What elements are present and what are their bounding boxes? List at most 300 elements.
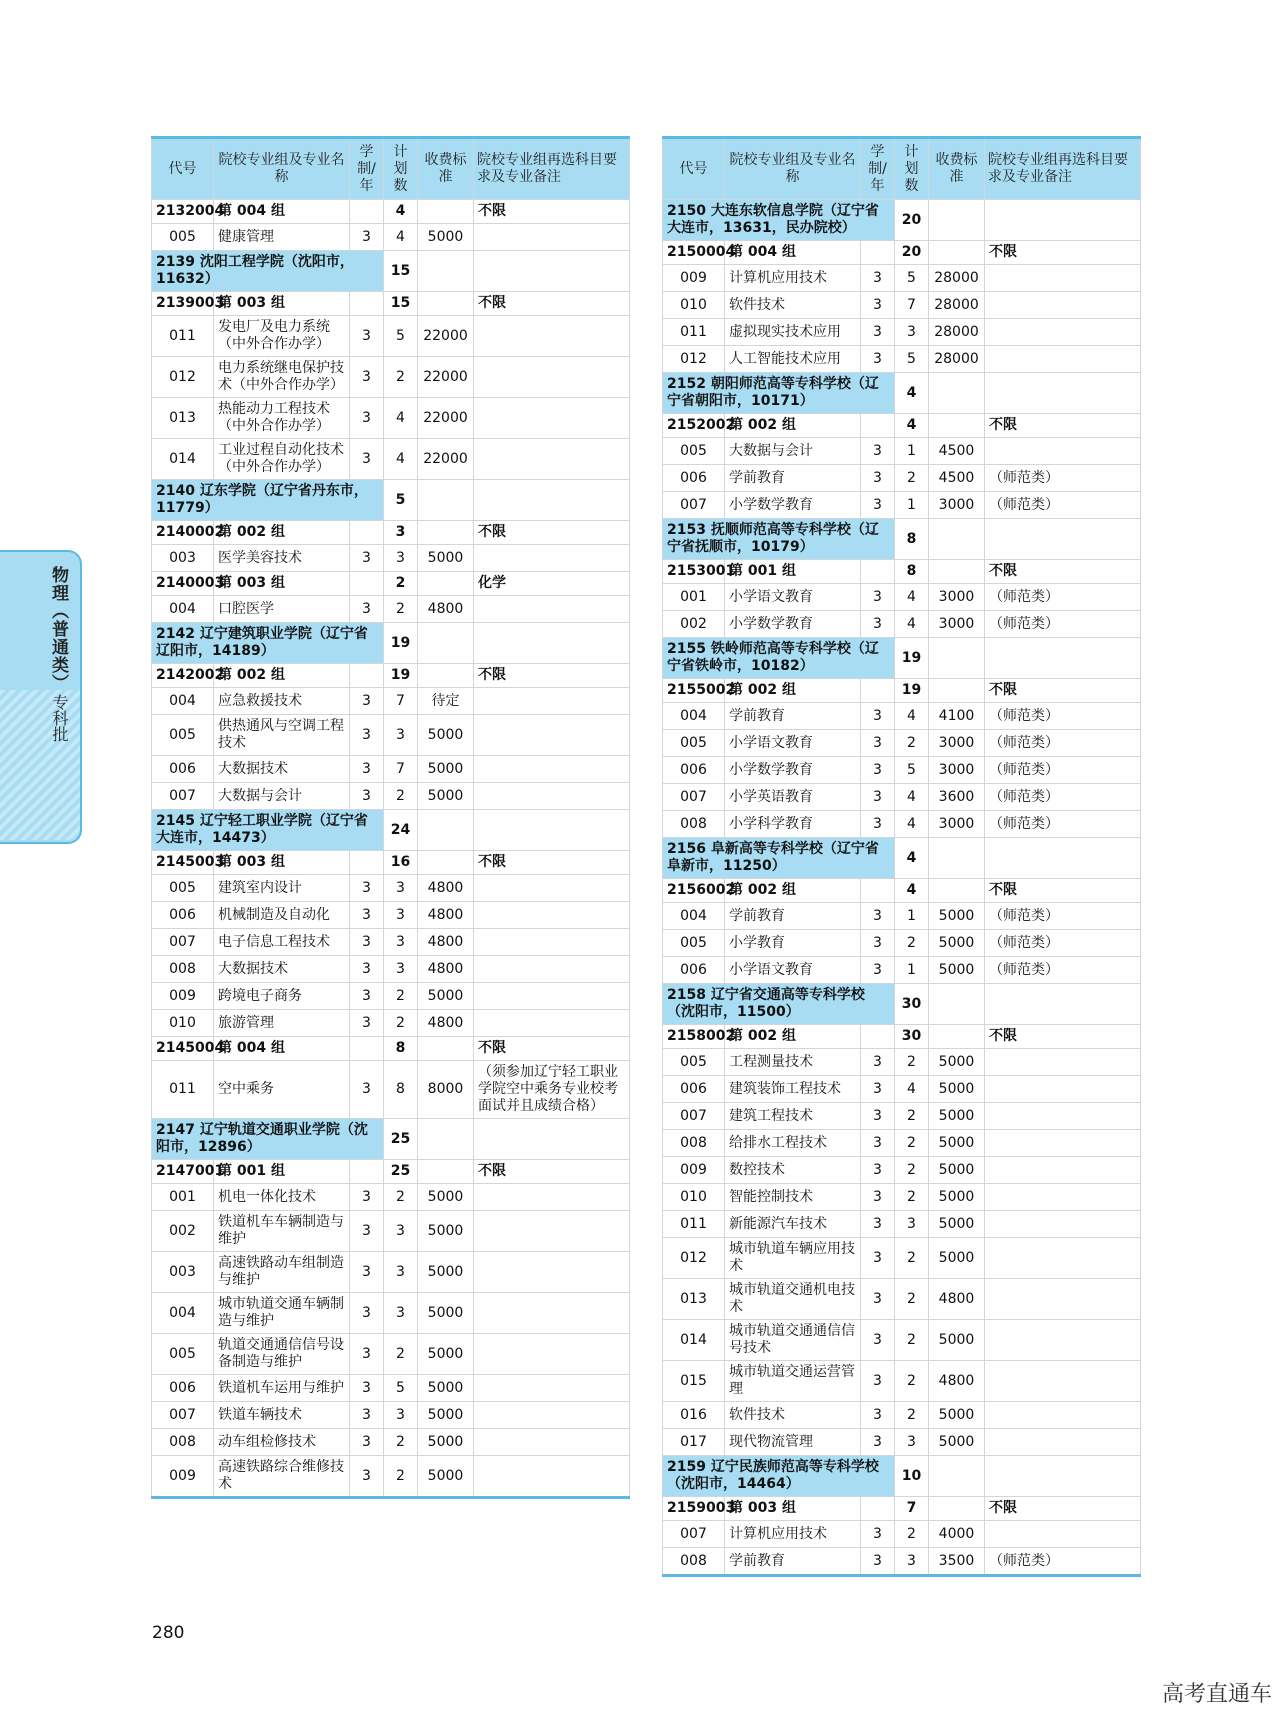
school-note-empty	[985, 1456, 1141, 1497]
school-note-empty	[474, 623, 630, 664]
major-row	[152, 1402, 630, 1429]
school-fee-empty	[929, 373, 985, 414]
major-name: 数控技术	[725, 1157, 861, 1184]
major-note	[985, 1320, 1141, 1361]
major-row	[663, 784, 1141, 811]
group-name: 第 003 组	[214, 572, 350, 596]
major-name: 动车组检修技术	[214, 1429, 350, 1456]
group-fee-empty	[929, 1497, 985, 1521]
major-row	[663, 346, 1141, 373]
major-plan: 3	[384, 715, 418, 756]
major-name: 铁道机车车辆制造与维护	[214, 1211, 350, 1252]
school-row	[152, 623, 630, 664]
major-fee: 4800	[418, 1010, 474, 1037]
major-code: 006	[663, 957, 725, 984]
page-number: 280	[152, 1623, 185, 1643]
major-years: 3	[861, 1429, 895, 1456]
group-name: 第 004 组	[214, 200, 350, 224]
major-name: 机电一体化技术	[214, 1184, 350, 1211]
school-name: 2153 抚顺师范高等专科学校（辽宁省抚顺市，10179）	[663, 519, 895, 560]
major-years: 3	[861, 784, 895, 811]
major-name: 人工智能技术应用	[725, 346, 861, 373]
school-row	[663, 519, 1141, 560]
major-years: 3	[350, 688, 384, 715]
group-name: 第 002 组	[214, 521, 350, 545]
group-code: 2150004	[663, 241, 725, 265]
school-note-empty	[985, 638, 1141, 679]
major-row	[663, 265, 1141, 292]
major-note	[474, 983, 630, 1010]
major-row	[663, 492, 1141, 519]
major-plan: 4	[895, 784, 929, 811]
major-fee: 28000	[929, 346, 985, 373]
major-years: 3	[861, 1279, 895, 1320]
major-fee: 5000	[929, 1320, 985, 1361]
group-plan: 25	[384, 1160, 418, 1184]
school-fee-empty	[929, 1456, 985, 1497]
major-code: 007	[152, 783, 214, 810]
major-plan: 2	[895, 1049, 929, 1076]
group-requirement: 不限	[985, 1497, 1141, 1521]
major-code: 008	[663, 1130, 725, 1157]
group-row	[663, 679, 1141, 703]
major-years: 3	[861, 757, 895, 784]
school-plan: 24	[384, 810, 418, 851]
major-name: 学前教育	[725, 903, 861, 930]
major-row	[152, 983, 630, 1010]
major-code: 016	[663, 1402, 725, 1429]
major-note	[985, 1184, 1141, 1211]
major-note	[474, 1010, 630, 1037]
major-note	[985, 1429, 1141, 1456]
table-header-row	[663, 138, 1141, 200]
major-years: 3	[861, 903, 895, 930]
major-note: （师范类）	[985, 611, 1141, 638]
major-years: 3	[861, 1548, 895, 1576]
major-note	[985, 1103, 1141, 1130]
major-years: 3	[350, 1402, 384, 1429]
major-row	[663, 1402, 1141, 1429]
major-plan: 2	[895, 1130, 929, 1157]
group-code: 2132004	[152, 200, 214, 224]
major-row	[663, 292, 1141, 319]
major-row	[152, 688, 630, 715]
header-fee: 收费标准	[929, 138, 985, 200]
major-plan: 3	[384, 875, 418, 902]
major-code: 006	[152, 1375, 214, 1402]
major-years: 3	[861, 584, 895, 611]
major-row	[663, 1238, 1141, 1279]
major-name: 城市轨道车辆应用技术	[725, 1238, 861, 1279]
group-plan: 16	[384, 851, 418, 875]
school-row	[152, 251, 630, 292]
header-name: 院校专业组及专业名称	[725, 138, 861, 200]
major-code: 008	[152, 956, 214, 983]
major-note	[985, 1361, 1141, 1402]
group-plan: 8	[895, 560, 929, 584]
major-plan: 1	[895, 957, 929, 984]
major-code: 012	[152, 357, 214, 398]
school-name: 2140 辽东学院（辽宁省丹东市，11779）	[152, 480, 384, 521]
major-years: 3	[861, 292, 895, 319]
school-row	[663, 200, 1141, 241]
group-fee-empty	[929, 560, 985, 584]
school-name: 2158 辽宁省交通高等专科学校（沈阳市，11500）	[663, 984, 895, 1025]
major-plan: 7	[384, 688, 418, 715]
group-fee-empty	[929, 1025, 985, 1049]
major-note	[474, 783, 630, 810]
group-code: 2153001	[663, 560, 725, 584]
group-plan: 8	[384, 1037, 418, 1061]
major-years: 3	[350, 596, 384, 623]
group-code: 2145004	[152, 1037, 214, 1061]
major-note	[474, 1211, 630, 1252]
major-note	[985, 1238, 1141, 1279]
major-plan: 4	[895, 703, 929, 730]
school-plan: 19	[384, 623, 418, 664]
major-row	[152, 1293, 630, 1334]
major-note	[474, 956, 630, 983]
major-years: 3	[861, 1238, 895, 1279]
major-name: 供热通风与空调工程技术	[214, 715, 350, 756]
major-years: 3	[861, 1320, 895, 1361]
group-code: 2142002	[152, 664, 214, 688]
major-row	[152, 357, 630, 398]
major-years: 3	[350, 902, 384, 929]
major-fee: 5000	[929, 957, 985, 984]
school-row	[663, 984, 1141, 1025]
major-plan: 3	[384, 1211, 418, 1252]
major-note: （师范类）	[985, 465, 1141, 492]
group-code: 2158002	[663, 1025, 725, 1049]
group-name: 第 002 组	[725, 679, 861, 703]
major-code: 006	[663, 757, 725, 784]
major-code: 005	[663, 438, 725, 465]
major-row	[152, 545, 630, 572]
major-note	[474, 756, 630, 783]
major-code: 007	[663, 1103, 725, 1130]
school-note-empty	[474, 1119, 630, 1160]
right-table-body	[663, 200, 1141, 1576]
major-plan: 2	[895, 1238, 929, 1279]
group-fee-empty	[418, 664, 474, 688]
major-code: 009	[152, 983, 214, 1010]
school-row	[663, 373, 1141, 414]
major-plan: 2	[895, 1521, 929, 1548]
school-name: 2142 辽宁建筑职业学院（辽宁省辽阳市，14189）	[152, 623, 384, 664]
major-years: 3	[350, 715, 384, 756]
major-years: 3	[861, 1103, 895, 1130]
school-note-empty	[985, 984, 1141, 1025]
major-years: 3	[861, 1184, 895, 1211]
major-row	[152, 224, 630, 251]
major-fee: 3000	[929, 611, 985, 638]
major-plan: 1	[895, 492, 929, 519]
major-years: 3	[350, 1293, 384, 1334]
major-years: 3	[861, 346, 895, 373]
group-years-empty	[350, 664, 384, 688]
major-name: 虚拟现实技术应用	[725, 319, 861, 346]
major-years: 3	[350, 875, 384, 902]
school-row	[152, 1119, 630, 1160]
major-name: 空中乘务	[214, 1061, 350, 1119]
major-row	[152, 398, 630, 439]
group-years-empty	[350, 1160, 384, 1184]
major-name: 城市轨道交通通信信号技术	[725, 1320, 861, 1361]
major-plan: 7	[895, 292, 929, 319]
school-fee-empty	[929, 838, 985, 879]
group-requirement: 不限	[474, 292, 630, 316]
school-plan: 5	[384, 480, 418, 521]
major-row	[152, 1184, 630, 1211]
major-plan: 4	[895, 584, 929, 611]
admission-plan-table-left	[151, 136, 630, 1499]
group-plan: 4	[895, 414, 929, 438]
major-name: 健康管理	[214, 224, 350, 251]
major-note	[474, 688, 630, 715]
major-plan: 2	[384, 1334, 418, 1375]
major-plan: 3	[384, 902, 418, 929]
group-code: 2159003	[663, 1497, 725, 1521]
major-years: 3	[350, 1375, 384, 1402]
admission-plan-table-right	[662, 136, 1141, 1577]
major-fee: 22000	[418, 398, 474, 439]
major-row	[152, 756, 630, 783]
school-note-empty	[985, 200, 1141, 241]
major-row	[152, 316, 630, 357]
school-note-empty	[474, 480, 630, 521]
major-name: 智能控制技术	[725, 1184, 861, 1211]
major-name: 轨道交通通信信号设备制造与维护	[214, 1334, 350, 1375]
major-name: 学前教育	[725, 703, 861, 730]
major-code: 011	[663, 319, 725, 346]
major-note	[474, 398, 630, 439]
group-code: 2140002	[152, 521, 214, 545]
major-note	[985, 1211, 1141, 1238]
group-code: 2140003	[152, 572, 214, 596]
group-plan: 3	[384, 521, 418, 545]
major-code: 008	[663, 1548, 725, 1576]
major-plan: 8	[384, 1061, 418, 1119]
school-name: 2147 辽宁轨道交通职业学院（沈阳市，12896）	[152, 1119, 384, 1160]
major-fee: 3000	[929, 811, 985, 838]
major-note	[474, 224, 630, 251]
major-row	[152, 783, 630, 810]
major-fee: 4500	[929, 438, 985, 465]
major-fee: 5000	[418, 756, 474, 783]
major-years: 3	[350, 956, 384, 983]
major-fee: 8000	[418, 1061, 474, 1119]
major-note	[474, 545, 630, 572]
major-fee: 5000	[929, 1211, 985, 1238]
major-fee: 28000	[929, 292, 985, 319]
major-years: 3	[350, 1334, 384, 1375]
major-fee: 28000	[929, 265, 985, 292]
major-note	[474, 929, 630, 956]
group-plan: 2	[384, 572, 418, 596]
major-years: 3	[861, 730, 895, 757]
major-code: 009	[663, 265, 725, 292]
school-plan: 15	[384, 251, 418, 292]
group-name: 第 002 组	[725, 414, 861, 438]
major-row	[663, 1320, 1141, 1361]
major-note	[985, 292, 1141, 319]
major-row	[152, 1334, 630, 1375]
major-name: 工业过程自动化技术（中外合作办学）	[214, 439, 350, 480]
group-fee-empty	[929, 241, 985, 265]
major-note: （师范类）	[985, 811, 1141, 838]
school-plan: 4	[895, 373, 929, 414]
major-years: 3	[861, 930, 895, 957]
major-code: 002	[152, 1211, 214, 1252]
group-requirement: 不限	[985, 241, 1141, 265]
major-code: 001	[152, 1184, 214, 1211]
group-row	[152, 851, 630, 875]
major-years: 3	[350, 1184, 384, 1211]
major-code: 003	[152, 1252, 214, 1293]
major-plan: 4	[895, 811, 929, 838]
school-plan: 8	[895, 519, 929, 560]
school-fee-empty	[929, 638, 985, 679]
major-years: 3	[861, 703, 895, 730]
header-plan: 计划数	[384, 138, 418, 200]
major-years: 3	[861, 319, 895, 346]
major-name: 应急救援技术	[214, 688, 350, 715]
group-requirement: 不限	[474, 521, 630, 545]
major-name: 跨境电子商务	[214, 983, 350, 1010]
major-years: 3	[861, 1402, 895, 1429]
group-fee-empty	[418, 572, 474, 596]
major-note: （师范类）	[985, 730, 1141, 757]
major-name: 学前教育	[725, 1548, 861, 1576]
group-name: 第 002 组	[214, 664, 350, 688]
table-header-row	[152, 138, 630, 200]
major-fee: 3000	[929, 730, 985, 757]
header-requirement: 院校专业组再选科目要求及专业备注	[985, 138, 1141, 200]
major-name: 铁道机车运用与维护	[214, 1375, 350, 1402]
major-row	[663, 1521, 1141, 1548]
major-plan: 2	[384, 1010, 418, 1037]
major-name: 电力系统继电保护技术（中外合作办学）	[214, 357, 350, 398]
group-row	[663, 1025, 1141, 1049]
major-note: （师范类）	[985, 957, 1141, 984]
group-years-empty	[350, 292, 384, 316]
major-name: 大数据与会计	[725, 438, 861, 465]
major-row	[663, 703, 1141, 730]
major-years: 3	[350, 1429, 384, 1456]
major-plan: 4	[895, 611, 929, 638]
group-name: 第 004 组	[214, 1037, 350, 1061]
major-code: 014	[152, 439, 214, 480]
major-fee: 5000	[929, 1157, 985, 1184]
major-note	[474, 1252, 630, 1293]
major-years: 3	[861, 1211, 895, 1238]
major-row	[663, 1211, 1141, 1238]
school-note-empty	[985, 373, 1141, 414]
header-code: 代号	[663, 138, 725, 200]
major-fee: 22000	[418, 316, 474, 357]
major-years: 3	[861, 1521, 895, 1548]
major-row	[152, 1061, 630, 1119]
major-fee: 4800	[418, 956, 474, 983]
major-note	[985, 1402, 1141, 1429]
school-row	[152, 480, 630, 521]
batch-label: 专科批	[50, 694, 69, 742]
major-plan: 3	[895, 1429, 929, 1456]
major-name: 建筑工程技术	[725, 1103, 861, 1130]
group-requirement: 不限	[474, 664, 630, 688]
major-name: 工程测量技术	[725, 1049, 861, 1076]
major-years: 3	[861, 1157, 895, 1184]
group-years-empty	[861, 1025, 895, 1049]
major-plan: 2	[384, 357, 418, 398]
major-name: 小学数学教育	[725, 611, 861, 638]
left-table-body	[152, 200, 630, 1498]
major-note: （师范类）	[985, 703, 1141, 730]
group-row	[152, 1037, 630, 1061]
major-name: 热能动力工程技术（中外合作办学）	[214, 398, 350, 439]
school-fee-empty	[418, 1119, 474, 1160]
major-fee: 5000	[418, 1293, 474, 1334]
group-name: 第 003 组	[725, 1497, 861, 1521]
major-name: 现代物流管理	[725, 1429, 861, 1456]
major-code: 012	[663, 346, 725, 373]
major-row	[663, 957, 1141, 984]
group-code: 2152002	[663, 414, 725, 438]
major-plan: 3	[895, 1548, 929, 1576]
major-row	[663, 1361, 1141, 1402]
major-name: 高速铁路动车组制造与维护	[214, 1252, 350, 1293]
major-row	[152, 715, 630, 756]
major-plan: 2	[895, 1402, 929, 1429]
major-plan: 2	[895, 1157, 929, 1184]
school-fee-empty	[418, 251, 474, 292]
school-fee-empty	[418, 623, 474, 664]
major-row	[152, 956, 630, 983]
group-name: 第 001 组	[725, 560, 861, 584]
school-name: 2139 沈阳工程学院（沈阳市，11632）	[152, 251, 384, 292]
group-years-empty	[861, 879, 895, 903]
major-plan: 2	[895, 465, 929, 492]
major-row	[152, 596, 630, 623]
group-requirement: 化学	[474, 572, 630, 596]
major-note	[474, 1334, 630, 1375]
major-fee: 22000	[418, 357, 474, 398]
major-code: 004	[152, 596, 214, 623]
school-name: 2159 辽宁民族师范高等专科学校（沈阳市，14464）	[663, 1456, 895, 1497]
major-code: 006	[152, 902, 214, 929]
group-years-empty	[861, 241, 895, 265]
major-years: 3	[350, 1211, 384, 1252]
major-fee: 3500	[929, 1548, 985, 1576]
major-code: 004	[663, 903, 725, 930]
group-row	[152, 572, 630, 596]
major-years: 3	[350, 929, 384, 956]
major-fee: 4800	[418, 875, 474, 902]
major-fee: 5000	[418, 1375, 474, 1402]
group-plan: 30	[895, 1025, 929, 1049]
major-note	[474, 596, 630, 623]
major-name: 计算机应用技术	[725, 265, 861, 292]
major-code: 009	[152, 1456, 214, 1498]
major-name: 高速铁路综合维修技术	[214, 1456, 350, 1498]
major-row	[152, 1429, 630, 1456]
major-name: 建筑装饰工程技术	[725, 1076, 861, 1103]
major-code: 010	[663, 1184, 725, 1211]
school-name: 2152 朝阳师范高等专科学校（辽宁省朝阳市，10171）	[663, 373, 895, 414]
major-fee: 4800	[418, 929, 474, 956]
school-plan: 4	[895, 838, 929, 879]
